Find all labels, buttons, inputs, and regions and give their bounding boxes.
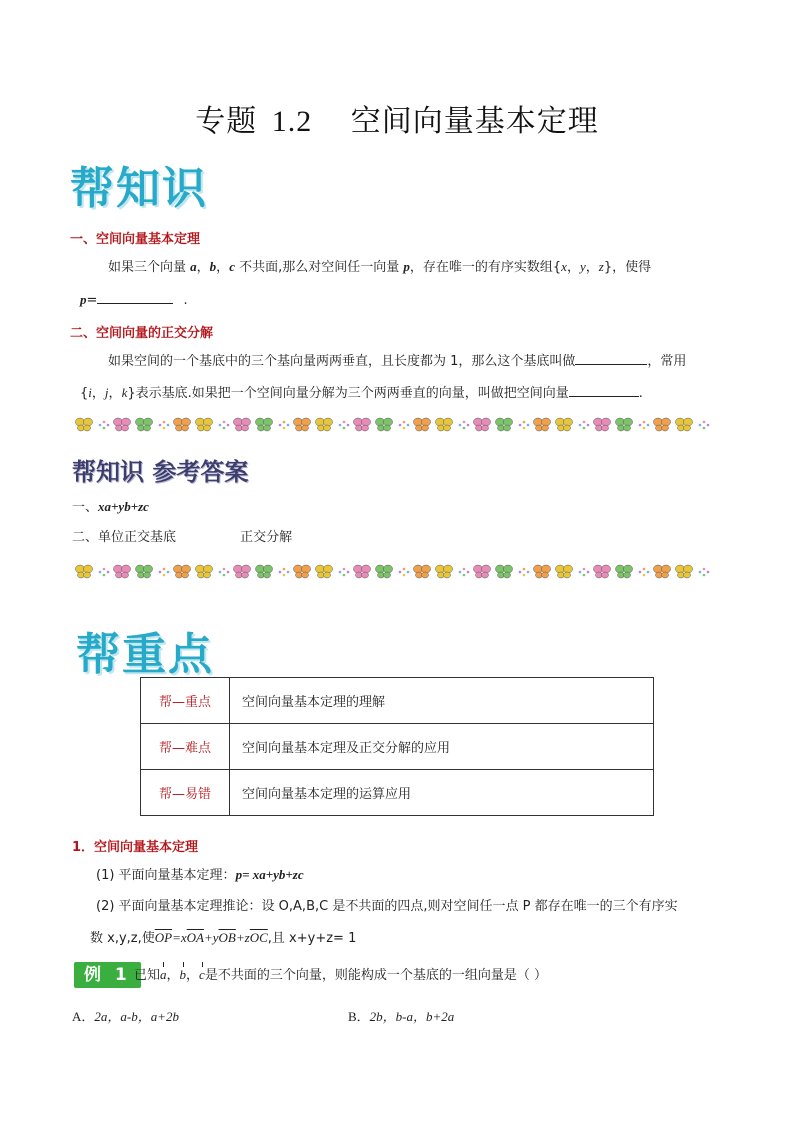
table-key: 帮—易错: [141, 770, 230, 816]
text-span: 数 x,y,z,使: [90, 931, 155, 946]
text-span: (1) 平面向量基本定理：: [96, 868, 236, 883]
text-span: ，存在唯一的有序实数组{: [409, 260, 562, 275]
focus-table: [140, 677, 654, 816]
option-label: B．: [348, 1009, 370, 1024]
equals: =: [86, 293, 98, 308]
section2-line2: {i，j，k}表示基底.如果把一个空间向量分解为三个两两垂直的向量，叫做把空间向量 .: [80, 382, 720, 404]
vector-p: p: [403, 259, 410, 274]
vector-op: $\overline{OP}$: [154, 930, 173, 945]
var-x: x: [561, 259, 567, 274]
text-span: 不共面,那么对空间任一向量: [239, 260, 400, 275]
banner-knowledge: 帮知识: [70, 163, 208, 214]
butterfly-border-icon: [72, 561, 712, 583]
table-row: [141, 724, 654, 770]
example1-stem: 已知a，b，c是不共面的三个向量，则能构成一个基底的一组向量是（ ）: [134, 967, 547, 983]
title-prefix: 专题: [195, 104, 258, 139]
answer-2: [72, 528, 292, 548]
var-y: y: [579, 259, 586, 274]
vector-c: c: [229, 259, 235, 274]
option-a[interactable]: [72, 1007, 179, 1028]
answer-1: [72, 497, 149, 518]
vector-oa: $\overline{OA}$: [186, 930, 204, 945]
table-key: 帮—难点: [141, 724, 230, 770]
answer-1-formula: xa+yb+zc: [98, 499, 149, 514]
period: .: [638, 386, 643, 401]
topic1-item2-line1: (2) 平面向量基本定理推论：设 O,A,B,C 是不共面的四点,则对空间任一点 P 都存在唯一的三个有序实: [96, 899, 678, 914]
text-span: 是不共面的三个向量，则能构成一个基底的一组向量是（ ）: [204, 968, 547, 983]
option-text: 2a，a-b，a+2b: [94, 1009, 179, 1024]
table-value: 空间向量基本定理的理解: [230, 678, 654, 724]
text-span: 如果空间的一个基底中的三个基向量两两垂直，且长度都为 1，那么这个基底叫做: [108, 354, 576, 369]
title-number: 1.2: [271, 105, 313, 138]
section2-line1: [108, 350, 728, 372]
decorative-border: [72, 414, 712, 436]
option-label: A．: [72, 1009, 95, 1024]
vector-a: a: [190, 259, 197, 274]
vector-ob: $\overline{OB}$: [218, 930, 236, 945]
decorative-border: [72, 561, 712, 583]
text-span: +z: [235, 930, 250, 945]
text-span: }表示基底.如果把一个空间向量分解为三个两两垂直的向量，叫做把空间向量: [127, 386, 569, 401]
topic1-heading: 1．空间向量基本定理: [72, 840, 199, 855]
answer-2-part1: 单位正交基底: [98, 530, 177, 545]
section2-heading: 二、空间向量的正交分解: [70, 326, 214, 341]
table-row: [141, 770, 654, 816]
vector-b: b: [180, 965, 187, 985]
vector-b: b: [209, 259, 217, 274]
vector-oc: $\overline{OC}$: [249, 930, 268, 945]
vector-c: c: [199, 965, 205, 985]
table-value: 空间向量基本定理及正交分解的应用: [230, 724, 654, 770]
table-value: 空间向量基本定理的运算应用: [230, 770, 654, 816]
banner-key-points: 帮重点: [76, 629, 214, 680]
section1-line2: [80, 289, 188, 311]
answer-2-part2: 正交分解: [240, 530, 293, 545]
vector-a: a: [160, 965, 167, 985]
option-b[interactable]: [348, 1007, 454, 1028]
var-i: i: [88, 385, 92, 400]
text-span: {: [80, 386, 89, 401]
text-span: +y: [203, 930, 219, 945]
var-j: j: [104, 385, 109, 400]
butterfly-border-icon: [72, 414, 712, 436]
text-span: }，使得: [603, 260, 652, 275]
period: .: [183, 293, 188, 308]
section1-heading: 一、空间向量基本定理: [70, 232, 201, 247]
topic1-item1: [96, 865, 304, 886]
formula: p= xa+yb+zc: [235, 867, 304, 882]
answer-blank[interactable]: [575, 350, 647, 365]
text-span: 如果三个向量: [108, 260, 187, 275]
text-span: =x: [172, 930, 187, 945]
text-span: 已知: [134, 968, 161, 983]
example-badge-label: 例 1: [74, 962, 141, 988]
vector-p: p: [80, 292, 87, 307]
table-key: 帮—重点: [141, 678, 230, 724]
text-span: 二、: [72, 530, 99, 545]
example-badge: [74, 960, 141, 985]
section1-line1: 如果三个向量 a，b，c 不共面,那么对空间任一向量 p，存在唯一的有序实数组{x，y，z}，使得: [108, 259, 652, 275]
answer-blank[interactable]: [569, 382, 639, 397]
text-span: 一、: [72, 500, 99, 515]
var-k: k: [121, 385, 128, 400]
option-text: 2b，b-a，b+2a: [369, 1009, 455, 1024]
text-span: ，常用: [647, 354, 687, 369]
text-span: ,且 x+y+z= 1: [267, 931, 357, 946]
title-text: 空间向量基本定理: [350, 104, 599, 139]
var-z: z: [598, 259, 604, 274]
answer-blank[interactable]: [97, 289, 173, 304]
table-row: [141, 678, 654, 724]
page-title: [0, 96, 794, 140]
answers-heading: 帮知识 参考答案: [72, 458, 249, 486]
topic1-item2-line2: [90, 928, 356, 949]
